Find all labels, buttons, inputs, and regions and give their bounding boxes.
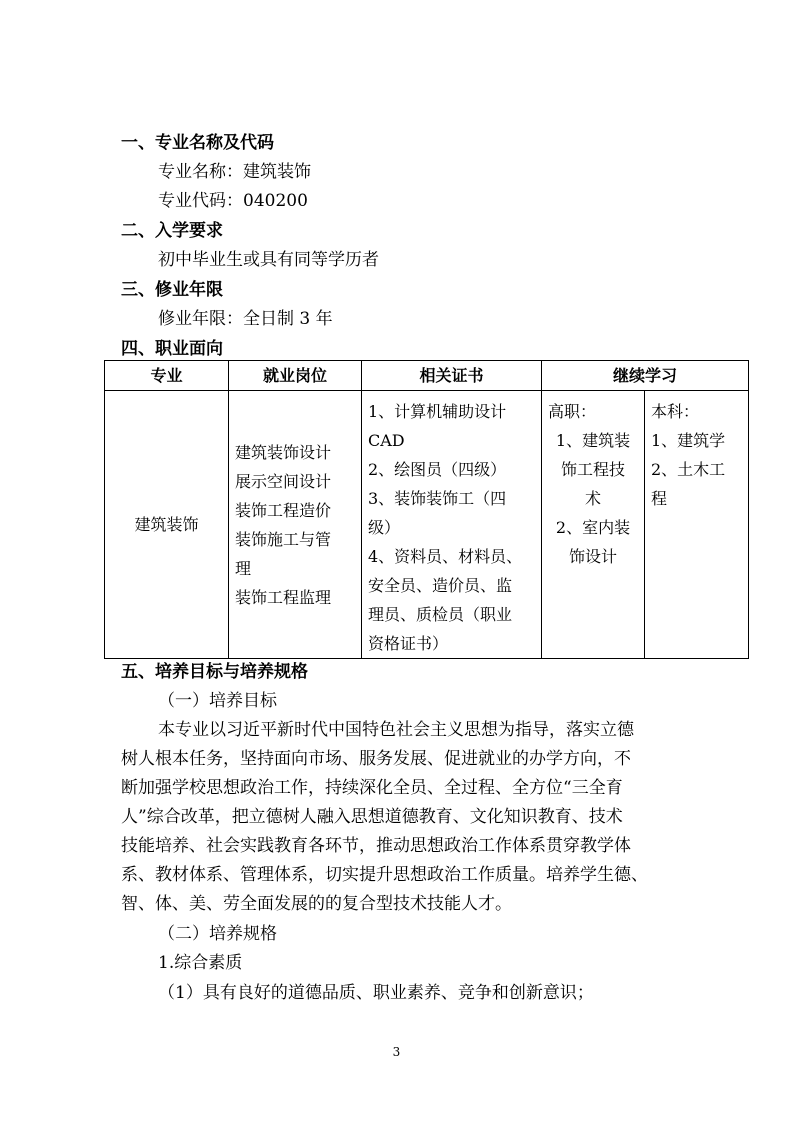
cell-higher-vocational: [542, 391, 645, 659]
admission-text: 初中毕业生或具有同等学历者: [158, 250, 379, 270]
paragraph-line: 智、体、美、劳全面发展的的复合型技术技能人才。: [121, 894, 512, 914]
page-number: 3: [392, 1045, 401, 1059]
cell-jobs: [229, 391, 362, 659]
cert-line: 资格证书）: [368, 634, 449, 653]
cert-line: 级）: [368, 518, 401, 537]
study-line: 1、建筑学: [651, 431, 726, 450]
job-item: 装饰施工与管: [235, 529, 332, 549]
cert-line: 1、计算机辅助设计: [368, 402, 507, 421]
study-line: 2、土木工: [651, 460, 726, 479]
cert-line: 2、绘图员（四级）: [368, 460, 507, 479]
paragraph-line: 断加强学校思想政治工作，持续深化全员、全过程、全方位“三全育: [121, 778, 623, 798]
item-comprehensive-quality: 1.综合素质: [158, 953, 243, 973]
cell-certs: [362, 391, 542, 659]
table-header-row: [105, 361, 749, 391]
section-5-title: 五、培养目标与培养规格: [121, 662, 308, 682]
major-code: 专业代码：040200: [158, 191, 308, 211]
major-name: 专业名称：建筑装饰: [158, 162, 311, 182]
study-line: 饰设计: [568, 547, 617, 566]
study-line: 高职：: [548, 402, 597, 421]
section-3-title: 三、修业年限: [121, 280, 223, 300]
subsection-training-goal: （一）培养目标: [158, 691, 277, 711]
job-item: 装饰工程监理: [235, 587, 332, 607]
cert-line: 3、装饰装饰工（四: [368, 489, 507, 508]
study-duration: 修业年限：全日制 3 年: [158, 309, 333, 329]
paragraph-line: 技能培养、社会实践教育各环节，推动思想政治工作体系贯穿教学体: [121, 836, 631, 856]
study-line: 饰工程技: [560, 460, 625, 479]
section-4-title: 四、职业面向: [121, 339, 223, 359]
cert-line: 理员、质检员（职业: [368, 605, 513, 624]
study-line: 程: [651, 489, 668, 508]
study-line: 1、建筑装: [555, 431, 631, 450]
job-item: 理: [235, 558, 252, 578]
cell-major: 建筑装饰: [105, 391, 229, 659]
study-line: 本科：: [651, 402, 700, 421]
header-further-study: 继续学习: [542, 361, 749, 391]
cert-line: 安全员、造价员、监: [368, 576, 513, 595]
header-jobs: 就业岗位: [229, 361, 362, 391]
section-2-title: 二、入学要求: [121, 221, 223, 241]
item-quality-1: （1）具有良好的道德品质、职业素养、竞争和创新意识；: [158, 983, 594, 1003]
job-item: 装饰工程造价: [235, 500, 332, 520]
job-item: 展示空间设计: [235, 471, 332, 491]
paragraph-line: 树人根本任务，坚持面向市场、服务发展、促进就业的办学方向，不: [121, 749, 631, 769]
career-table: [104, 360, 749, 659]
paragraph-line: 本专业以习近平新时代中国特色社会主义思想为指导，落实立德: [158, 720, 634, 740]
study-line: 2、室内装: [555, 518, 631, 537]
table-row: [105, 391, 749, 659]
paragraph-line: 人”综合改革，把立德树人融入思想道德教育、文化知识教育、技术: [121, 807, 623, 827]
section-1-title: 一、专业名称及代码: [121, 133, 274, 153]
header-major: 专业: [105, 361, 229, 391]
study-line: 术: [584, 489, 601, 508]
subsection-training-spec: （二）培养规格: [158, 924, 277, 944]
cert-line: 4、资料员、材料员、: [368, 547, 523, 566]
paragraph-line: 系、教材体系、管理体系，切实提升思想政治工作质量。培养学生德、: [121, 865, 648, 885]
cell-bachelor: [645, 391, 749, 659]
job-item: 建筑装饰设计: [235, 442, 332, 462]
cert-line: CAD: [368, 431, 405, 450]
header-certs: 相关证书: [362, 361, 542, 391]
